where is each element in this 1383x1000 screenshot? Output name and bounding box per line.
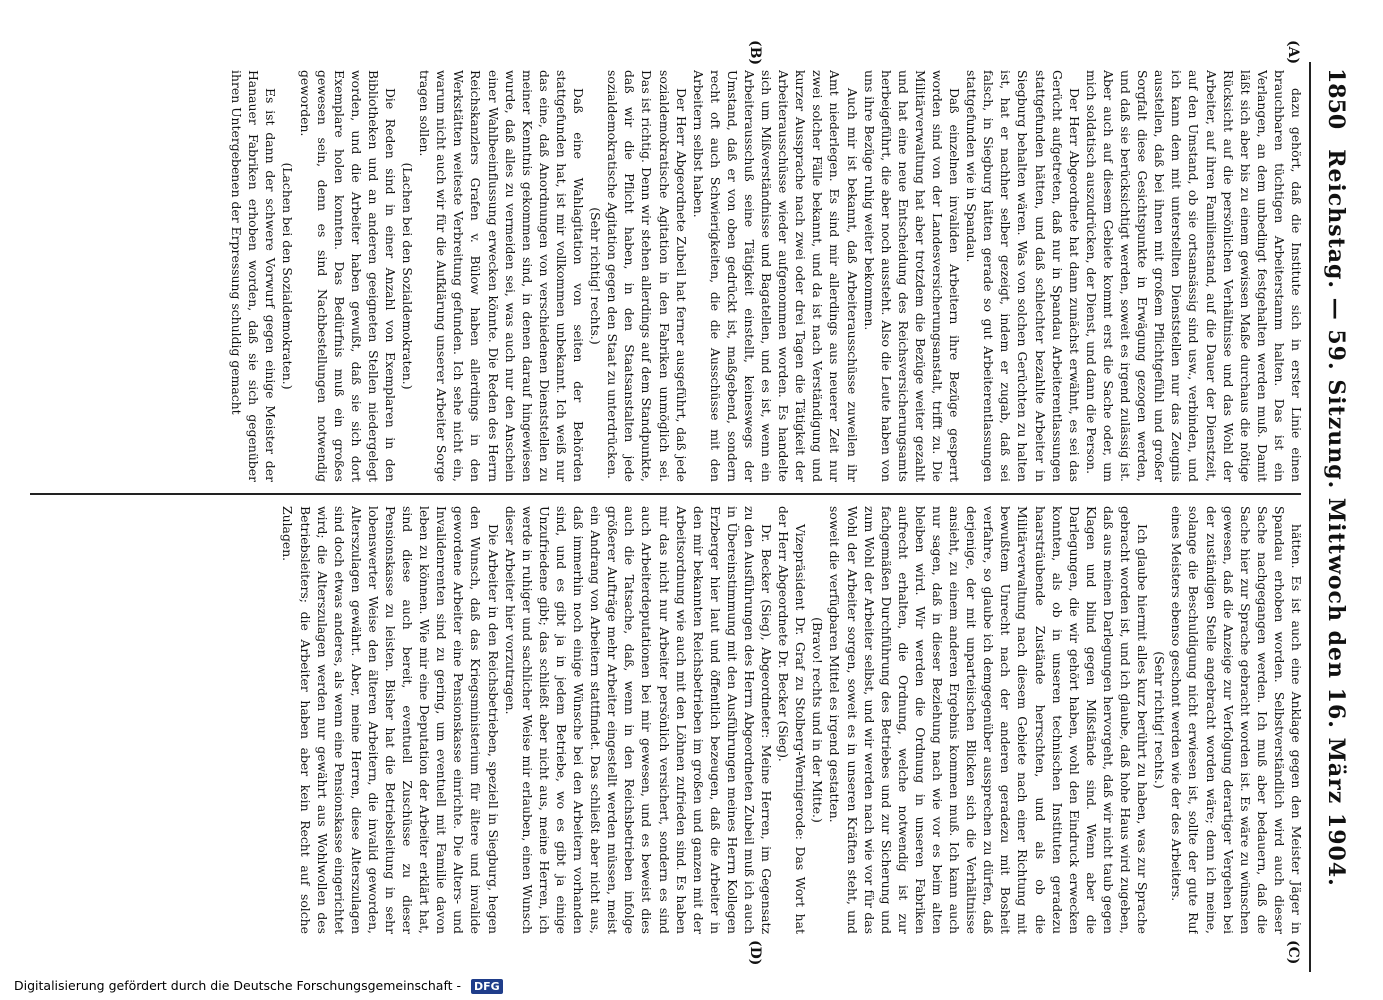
right-column <box>50 506 1305 934</box>
paragraph: Daß einzelnen invaliden Arbeitern ihre Bezüge gesperrt worden sind von der Landesversicherungsanstalt, trifft zu. Die Militärverwaltung hat aber trotzdem die Bezüge weiter gezahlt und hat eine neue Entscheidung des Reichsversicherungsamts herbeigeführt, die aber noch aussteht. Also die Leute haben von uns ihre Bezüge ruhig weiter bekommen. <box>861 70 963 482</box>
paragraph: Der Herr Abgeordnete hat dann zunächst erwähnt, es sei das Gerücht aufgetreten, daß nur in Spandau Arbeiterentlassungen stattgefunden hätten, und daß schlechter bezahlte Arbeiter in Siegburg behalten wären. Was von solchen Gerüchten zu halten ist, hat er nachher selber gezeigt, indem er zugab, daß sei falsch, in Siegburg hätten gerade so gut Arbeiterentlassungen stattgefunden wie in Spandau. <box>964 70 1082 482</box>
paragraph: (Lachen bei den Sozialdemokraten.) <box>280 162 296 390</box>
page-title: Reichstag. — 59. Sitzung. Mittwoch den 16. März 1904. <box>1323 149 1349 887</box>
digitization-footer <box>14 978 503 994</box>
footer-text: Digitalisierung gefördert durch die Deutsche Forschungsgemeinschaft - <box>14 978 462 993</box>
paragraph: Dr. Becker (Sieg), Abgeordneter: Meine Herren, im Gegensatz zu den Ausführungen des Herrn Abgeordneten Zubeil muß ich auch in Übereinstimmung mit den Ausführungen meines Herrn Kollegen Erzberger hier laut und öffentlich bezeugen, daß die Arbeiter in den mir bekannten Reichsbetrieben im großen und ganzen mit der Arbeitsordnung wie auch mit den Löhnen zufrieden sind. Es haben mir das nicht nur Arbeiter persönlich versichert, sondern es sind auch Arbeiterdeputationen bei mir gewesen, und es beweist dies auch die Tatsache, daß, wenn in den Reichsbetrieben infolge größerer Aufträge mehr Arbeiter eingestellt werden müssen, meist ein Andrang von Arbeitern stattfindet. Das schließt aber nicht aus, daß immerhin noch einige Wünsche bei den Arbeitern vorhanden sind, und es gibt ja in jedem Betriebe, wo es gibt ja einige Unzufriedene gibt; das schließt aber nicht aus, meine Herren, ich werde in ruhiger und sachlicher Weise mir erlauben, einen Wunsch dieser Arbeiter hier vorzutragen. <box>502 506 775 934</box>
paragraph: Der Herr Abgeordnete Zubeil hat ferner ausgeführt, daß jede sozialdemokratische Agitation in den Fabriken unmöglich sei. Das ist richtig. Denn wir stehen allerdings auf dem Standpunkte, daß wir die Pflicht haben, in den Staatsanstalten jede sozialdemokratische Agitation gegen den Staat zu unterdrücken. <box>605 70 689 482</box>
paragraph: Die Arbeiter in den Reichsbetrieben, speziell in Siegburg, hegen den Wunsch, daß das Kriegsministerium für ältere und invalide gewordene Arbeiter eine Pensionskasse einrichte. Die Alters- und Invalidenrenten sind zu gering, um eventuell mit Familie davon leben zu können. Wie mir eine Deputation der Arbeiter erklärt hat, sind diese auch bereit, eventuell Zuschüsse zu dieser Pensionskasse zu leisten. Bisher hat die Betriebsleitung in sehr lobenswerter Weise den älteren Arbeitern, die invalid geworden, Alterszulagen gewährt. Aber, meine Herren, diese Alterszulagen sind doch etwas anderes, als wenn eine Pensionskasse eingerichtet wird; die Alterszulagen werden nur gewährt aus Wohlwollen des Betriebsleiters; die Arbeiter haben aber kein Recht auf solche Zulagen. <box>280 506 501 934</box>
margin-marker-d: (D) <box>747 940 763 966</box>
margin-marker-c: (C) <box>1285 940 1301 965</box>
page-header <box>1313 68 1353 968</box>
column-divider <box>30 493 1301 495</box>
paragraph: Es ist dann der schwere Vorwurf gegen einige Meister der Hanauer Fabriken erhoben worden, daß sie sich gegenüber ihren Untergebenen der Erpressung schuldig gemacht <box>229 70 279 482</box>
paragraph: Ich glaube hiermit alles kurz berührt zu haben, was zur Sprache gebracht worden ist, und ich glaube, daß hohe Haus wird zugeben, daß aus meinen Darlegungen hervorgeht, daß wir nicht taub gegen Klagen und blind gegen Mißstände sind. Wenn aber die Darlegungen, die wir gehört haben, wohl den Eindruck erwecken konnten, als ob in unseren technischen Instituten geradezu haarsträubende Zustände herrschten, und als ob die Militärverwaltung nach diesem Gebiete nach einer Richtung mit bewußtem Unrecht nach der anderen geradezu mit Bosheit verfahre, so glaube ich demgegenüber aussprechen zu dürfen, daß derjenige, der mit unparteiischen Blicken sich die Verhältnisse ansieht, zu einem anderen Ergebnis kommen muß. Ich kann auch nur sagen, daß in dieser Beziehung nach wie vor es beim alten bleiben wird. Wir werden die Ordnung in unseren Fabriken aufrecht erhalten, die Ordnung, welche notwendig ist zur fachgemäßen Durchführung des Betriebes und zur Sicherung und zum Wohl der Arbeiter selbst, und wir werden nach wie vor für das Wohl der Arbeiter sorgen, soweit es in unseren Kräften steht, und soweit die verfügbaren Mittel es irgend gestatten. <box>827 506 1151 934</box>
paragraph: dazu gehört, daß die Institute sich in erster Linie einen brauchbaren tüchtigen Arbeiterstamm halten. Das ist ein Verlangen, an dem unbedingt festgehalten werden muß. Damit läßt sich aber bis zu einem gewissen Maße durchaus die nötige Rücksicht auf die persönlichen Verhältnisse und das Wohl der Arbeiter, auf ihren Familienstand, auf die Dauer der Dienstzeit, auf den Umstand, ob sie ortsansässig sind usw., verbinden, und ich kann dem mit unterstellten Dienststellen nur das Zeugnis ausstellen, daß bei ihnen mit großem Pflichtgefühl und großer Sorgfalt diese Gesichtspunkte in Erwägung gezogen werden, und daß sie berücksichtigt werden, soweit es irgend zulässig ist. Aber auch auf diesem Gebiete kommt erst die Sache oder, um mich soldatisch auszudrücken, der Dienst, und dann die Person. <box>1083 70 1304 482</box>
paragraph: Auch mir ist bekannt, daß Arbeiterausschüsse zuweilen ihr Amt niederlegen. Es sind mir allerdings aus neuerer Zeit nur zwei solcher Fälle bekannt, und da ist nach Verständigung und kurzer Aussprache nach zwei oder drei Tagen die Tätigkeit der Arbeiterausschüsse wieder aufgenommen worden. Es handelte sich um Mißverständnisse und Bagatellen, und es ist, wenn ein Arbeiterausschuß seine Tätigkeit einstellt, keineswegs der Umstand, daß er von oben gedrückt ist, maßgebend, sondern recht oft auch Schwierigkeiten, die die Ausschüsse mit den Arbeitern selbst haben. <box>690 70 860 482</box>
dfg-logo: DFG <box>471 979 503 994</box>
margin-marker-a: (A) <box>1285 40 1301 65</box>
paragraph: Die Reden sind in einer Anzahl von Exemplaren in den Bibliotheken und an anderen geeigneten Stellen niedergelegt worden, und die Arbeiter haben gewußt, daß sie sich dort Exemplare holen konnten. Das Bedürfnis muß ein großes gewesen sein, denn es sind Nachbestellungen notwendig geworden. <box>297 70 399 482</box>
header-rule <box>1309 62 1311 972</box>
paragraph: (Sehr richtig! rechts.) <box>1152 651 1168 789</box>
paragraph: Daß eine Wahlagitation von seiten der Behörden stattgefunden hat, ist mir vollkommen unbekannt. Ich weiß nur das eine, daß Anordnungen von verschiedenen Dienststellen zu meiner Kenntnis gekommen sind, in denen darauf hingewiesen wurde, daß alles zu vermeiden sei, was auch nur den Anschein einer Wahlbeeinflussung erwecken könnte. Die Reden des Herrn Reichskanzlers Grafen v. Bülow haben allerdings in den Werkstätten weiteste Verbreitung gefunden. Ich sehe nicht ein, warum nicht auch wir für die Aufklärung unserer Arbeiter Sorge tragen sollen. <box>417 70 587 482</box>
paragraph: hätten. Es ist auch eine Anklage gegen den Meister Jäger in Spandau erhoben worden. Selbstverständlich wird auch dieser Sache nachgegangen werden. Ich muß aber bedauern, daß die Sache hier zur Sprache gebracht worden ist. Es wäre zu wünschen gewesen, daß die Anzeige zur Verfolgung derartiger Vergehen bei der zuständigen Stelle angebracht worden wäre; denn ich meine, solange die Beschuldigung nicht erwiesen ist, sollte der gute Ruf eines Meisters ebenso geschont werden wie der des Arbeiters. <box>1169 506 1304 934</box>
paragraph: (Bravo! rechts und in der Mitte.) <box>810 617 826 823</box>
paragraph: (Lachen bei den Sozialdemokraten.) <box>400 162 416 390</box>
paragraph: Vizepräsident Dr. Graf zu Stolberg-Wernigerode: Das Wort hat der Herr Abgeordnete Dr. Becker (Sieg). <box>776 506 809 934</box>
paragraph: (Sehr richtig! rechts.) <box>588 207 604 345</box>
page-number: 1850 <box>1323 68 1349 130</box>
margin-marker-b: (B) <box>747 40 763 66</box>
left-column <box>50 70 1305 482</box>
